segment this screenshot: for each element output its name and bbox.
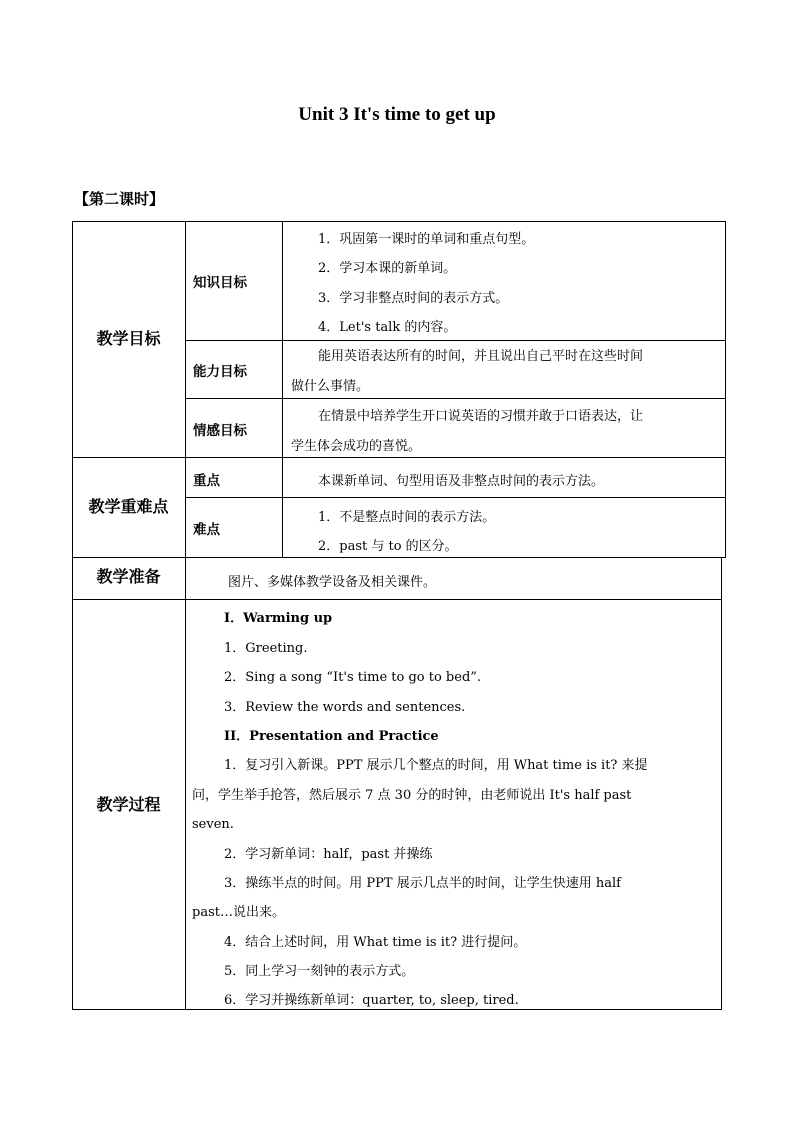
- table-border-right-upper: [725, 221, 726, 557]
- process-step-3-line1: 3．操练半点的时间。用 PPT 展示几点半的时间，让学生快速用 half: [224, 876, 621, 891]
- ability-text-line2: 做什么事情。: [291, 379, 370, 394]
- keypoints-label: 教学重难点: [88, 497, 169, 516]
- process-step-5: 5．同上学习一刻钟的表示方式。: [224, 964, 415, 979]
- table-border-right-lower: [721, 557, 722, 1010]
- knowledge-label: 知识目标: [193, 275, 247, 291]
- process-step-1-line2: 问，学生举手抢答，然后展示 7 点 30 分的时钟，由老师说出 It's half past: [192, 788, 632, 803]
- process-step-1-line3: seven.: [192, 817, 234, 832]
- knowledge-item: 3．学习非整点时间的表示方式。: [318, 291, 509, 306]
- lesson-label: 【第二课时】: [74, 190, 165, 208]
- warmup-item: 1．Greeting.: [224, 641, 308, 656]
- row-divider-focus: [185, 497, 726, 498]
- difficulty-item: 1．不是整点时间的表示方法。: [318, 510, 496, 525]
- difficulty-label: 难点: [193, 522, 220, 538]
- emotion-label: 情感目标: [193, 423, 247, 439]
- warmup-title: I．Warming up: [224, 611, 333, 626]
- process-step-6: 6．学习并操练新单词：quarter, to, sleep, tired.: [224, 993, 519, 1008]
- prep-text: 图片、多媒体教学设备及相关课件。: [228, 575, 437, 590]
- warmup-item: 3．Review the words and sentences.: [224, 700, 466, 715]
- warmup-item: 2．Sing a song “It's time to go to bed”.: [224, 670, 482, 685]
- row-divider-ability: [185, 398, 726, 399]
- ability-text-line1: 能用英语表达所有的时间，并且说出自己平时在这些时间: [318, 349, 644, 364]
- ability-label: 能力目标: [193, 364, 247, 380]
- emotion-text-line1: 在情景中培养学生开口说英语的习惯并敢于口语表达，让: [318, 409, 644, 424]
- document-title: Unit 3 It's time to get up: [298, 104, 496, 125]
- knowledge-item: 1．巩固第一课时的单词和重点句型。: [318, 232, 535, 247]
- process-label: 教学过程: [96, 795, 161, 814]
- presentation-title: II．Presentation and Practice: [224, 729, 439, 744]
- process-step-3-line2: past…说出来。: [192, 905, 285, 920]
- row-divider-prep: [72, 599, 722, 600]
- goals-label: 教学目标: [96, 329, 161, 348]
- emotion-text-line2: 学生体会成功的喜悦。: [291, 439, 422, 454]
- table-border-top: [72, 221, 726, 222]
- difficulty-item: 2．past 与 to 的区分。: [318, 539, 458, 554]
- process-step-2: 2．学习新单词：half，past 并操练: [224, 847, 433, 862]
- knowledge-item: 2．学习本课的新单词。: [318, 261, 457, 276]
- focus-text: 本课新单词、句型用语及非整点时间的表示方法。: [318, 474, 605, 489]
- column-divider-1: [185, 221, 186, 557]
- focus-label: 重点: [193, 473, 220, 489]
- column-divider-lower: [185, 557, 186, 1010]
- column-divider-2: [282, 221, 283, 557]
- process-step-4: 4．结合上述时间，用 What time is it? 进行提问。: [224, 935, 527, 950]
- prep-label: 教学准备: [96, 567, 161, 586]
- process-step-1-line1: 1．复习引入新课。PPT 展示几个整点的时间，用 What time is it? 来提: [224, 758, 648, 773]
- knowledge-item: 4．Let's talk 的内容。: [318, 320, 457, 335]
